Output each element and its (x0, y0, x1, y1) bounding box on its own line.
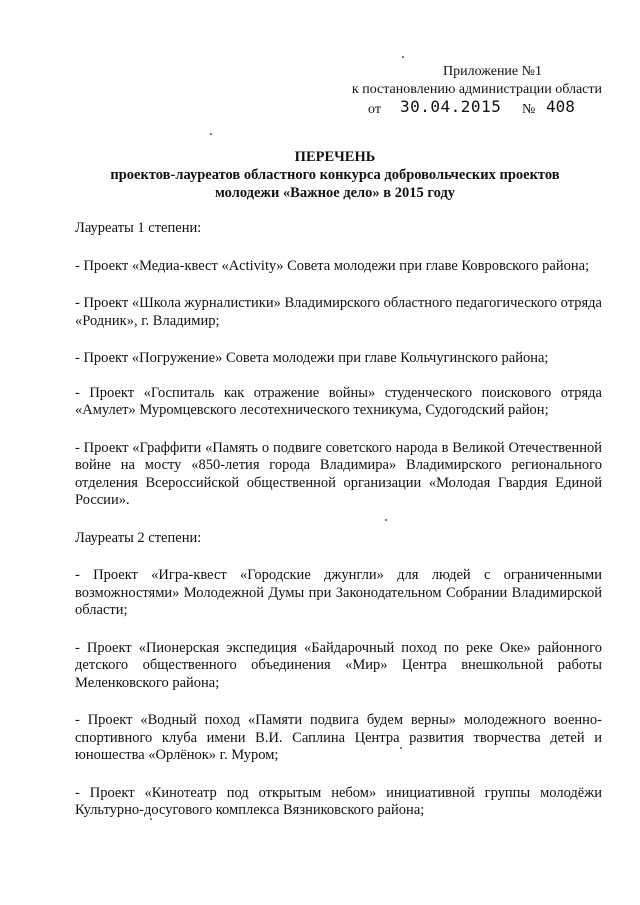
heading-subtitle-line1: проектов-лауреатов областного конкурса добровольческих проектов (110, 167, 560, 183)
list-item: - Проект «Граффити «Память о подвиге советского народа в Великой Отечественной войне на мосту «850-летия города Владимира» Владимирского регионального отделения Всероссийской общественной организации «Молодая Гвардия Единой России». (75, 439, 602, 508)
appendix-title: Приложение №1 (443, 64, 542, 79)
document-heading (70, 148, 600, 202)
scan-speck (150, 818, 152, 820)
appendix-header (340, 63, 602, 119)
decree-number: 408 (546, 97, 575, 116)
list-item: - Проект «Игра-квест «Городские джунгли» для людей с ограниченными возможностями» Молодежной Думы при Законодательном Собрании Владимирской области; (75, 567, 602, 618)
heading-subtitle-line2: молодежи «Важное дело» в 2015 году (214, 185, 456, 201)
list-item: - Проект «Госпиталь как отражение войны» студенческого поискового отряда «Амулет» Муромцевского лесотехнического техникума, Судогодский район; (75, 384, 602, 418)
list-item: - Проект «Водный поход «Памяти подвига будем верны» молодежного военно-спортивного клуба имени В.И. Саплина Центра развития творчества детей и юношества «Орлёнок» г. Муром; (75, 712, 602, 763)
appendix-basis: к постановлению администрации области (351, 82, 602, 97)
date-label: от (368, 102, 381, 117)
scan-speck (385, 519, 387, 521)
section-title-second-degree: Лауреаты 2 степени: (75, 529, 202, 546)
number-label: № (522, 102, 536, 117)
decree-reference (340, 99, 602, 119)
list-item: - Проект «Погружение» Совета молодежи при главе Кольчугинского района; (75, 350, 549, 366)
scan-speck (402, 56, 404, 58)
section-title-first-degree: Лауреаты 1 степени: (75, 220, 202, 236)
document-body (75, 220, 602, 820)
list-item: - Проект «Школа журналистики» Владимирского областного педагогического отряда «Родник», г. Владимир; (75, 295, 602, 329)
decree-date: 30.04.2015 (400, 97, 502, 116)
list-item: - Проект «Медиа-квест «Activity» Совета молодежи при главе Ковровского района; (75, 257, 590, 274)
scan-speck (210, 133, 212, 135)
list-item: - Проект «Кинотеатр под открытым небом» инициативной группы молодёжи Культурно-досугового комплекса Вязниковского района; (75, 784, 602, 818)
heading-title: ПЕРЕЧЕНЬ (294, 149, 376, 165)
scan-speck (400, 747, 402, 749)
list-item: - Проект «Пионерская экспедиция «Байдарочный поход по реке Оке» районного детского общественного объединения «Мир» Центра внешкольной работы Меленковского района; (75, 639, 602, 691)
